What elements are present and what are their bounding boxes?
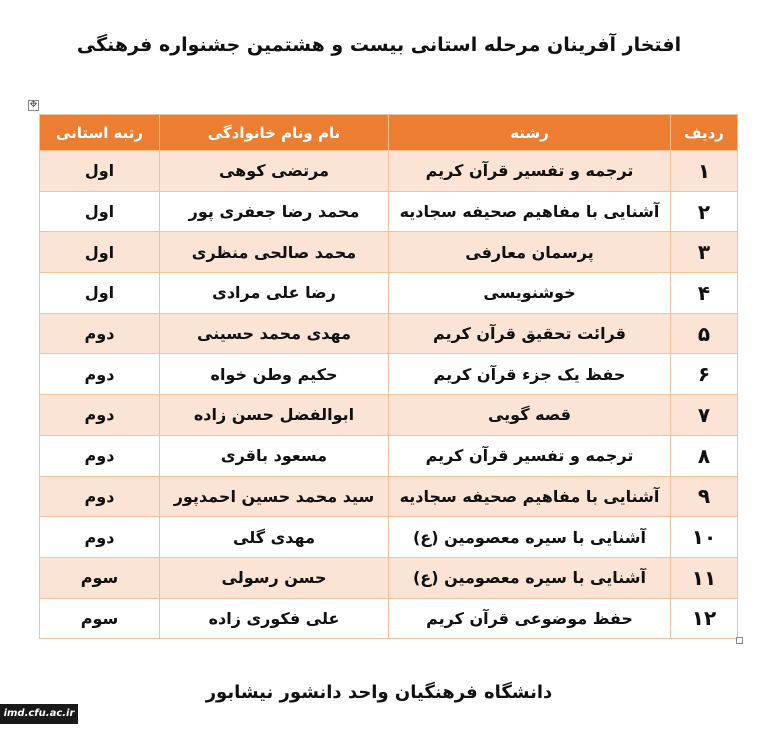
cell-name: مهدی گلی xyxy=(160,517,389,558)
cell-field: آشنایی با مفاهیم صحیفه سجادیه xyxy=(389,191,671,232)
cell-field: آشنایی با سیره معصومین (ع) xyxy=(389,517,671,558)
cell-row-no: ۱۱ xyxy=(671,557,738,598)
cell-field: پرسمان معارفی xyxy=(389,232,671,273)
table-row xyxy=(40,476,738,517)
table-row xyxy=(40,598,738,639)
table-row xyxy=(40,313,738,354)
cell-rank: سوم xyxy=(40,598,160,639)
cell-name: حکیم وطن خواه xyxy=(160,354,389,395)
cell-name: سید محمد حسین احمدپور xyxy=(160,476,389,517)
cell-rank: اول xyxy=(40,151,160,192)
awards-table xyxy=(39,114,738,639)
cell-name: ابوالفضل حسن زاده xyxy=(160,395,389,436)
table-row xyxy=(40,395,738,436)
cell-name: حسن رسولی xyxy=(160,557,389,598)
table-row xyxy=(40,151,738,192)
cell-row-no: ۳ xyxy=(671,232,738,273)
table-row xyxy=(40,232,738,273)
table-header-row xyxy=(40,115,738,151)
cell-row-no: ۱ xyxy=(671,151,738,192)
cell-rank: دوم xyxy=(40,395,160,436)
cell-field: ترجمه و تفسیر قرآن کریم xyxy=(389,435,671,476)
cell-name: مرتضی کوهی xyxy=(160,151,389,192)
cell-row-no: ۲ xyxy=(671,191,738,232)
table-row xyxy=(40,354,738,395)
cell-name: علی فکوری زاده xyxy=(160,598,389,639)
cell-field: خوشنویسی xyxy=(389,273,671,314)
header-name: نام ونام خانوادگی xyxy=(160,115,389,151)
cell-rank: دوم xyxy=(40,354,160,395)
table-row xyxy=(40,517,738,558)
cell-field: قرائت تحقیق قرآن کریم xyxy=(389,313,671,354)
cell-row-no: ۵ xyxy=(671,313,738,354)
cell-field: آشنایی با سیره معصومین (ع) xyxy=(389,557,671,598)
cell-row-no: ۱۲ xyxy=(671,598,738,639)
cell-field: حفظ موضوعی قرآن کریم xyxy=(389,598,671,639)
cell-rank: اول xyxy=(40,232,160,273)
document-title: افتخار آفرینان مرحله استانی بیست و هشتمین جشنواره فرهنگی xyxy=(76,34,682,56)
cell-rank: اول xyxy=(40,273,160,314)
table-row xyxy=(40,557,738,598)
cell-name: مسعود باقری xyxy=(160,435,389,476)
table-resize-handle-icon[interactable] xyxy=(736,637,743,644)
table-move-handle-icon[interactable]: ✥ xyxy=(29,100,38,110)
footer-institution: دانشگاه فرهنگیان واحد دانشور نیشابور xyxy=(205,682,553,703)
cell-name: رضا علی مرادی xyxy=(160,273,389,314)
cell-rank: اول xyxy=(40,191,160,232)
cell-row-no: ۱۰ xyxy=(671,517,738,558)
cell-field: آشنایی با مفاهیم صحیفه سجادیه xyxy=(389,476,671,517)
header-row-no: ردیف xyxy=(671,115,738,151)
cell-field: قصه گویی xyxy=(389,395,671,436)
header-rank: رتبه استانی xyxy=(40,115,160,151)
header-field: رشته xyxy=(389,115,671,151)
cell-row-no: ۹ xyxy=(671,476,738,517)
cell-row-no: ۶ xyxy=(671,354,738,395)
cell-rank: سوم xyxy=(40,557,160,598)
cell-row-no: ۸ xyxy=(671,435,738,476)
cell-name: مهدی محمد حسینی xyxy=(160,313,389,354)
cell-field: ترجمه و تفسیر قرآن کریم xyxy=(389,151,671,192)
table-row xyxy=(40,273,738,314)
cell-rank: دوم xyxy=(40,313,160,354)
site-watermark: imd.cfu.ac.ir xyxy=(0,704,78,724)
cell-row-no: ۷ xyxy=(671,395,738,436)
table-row xyxy=(40,191,738,232)
table-row xyxy=(40,435,738,476)
cell-row-no: ۴ xyxy=(671,273,738,314)
cell-field: حفظ یک جزء قرآن کریم xyxy=(389,354,671,395)
cell-rank: دوم xyxy=(40,435,160,476)
cell-rank: دوم xyxy=(40,476,160,517)
cell-rank: دوم xyxy=(40,517,160,558)
cell-name: محمد رضا جعفری پور xyxy=(160,191,389,232)
cell-name: محمد صالحی منظری xyxy=(160,232,389,273)
